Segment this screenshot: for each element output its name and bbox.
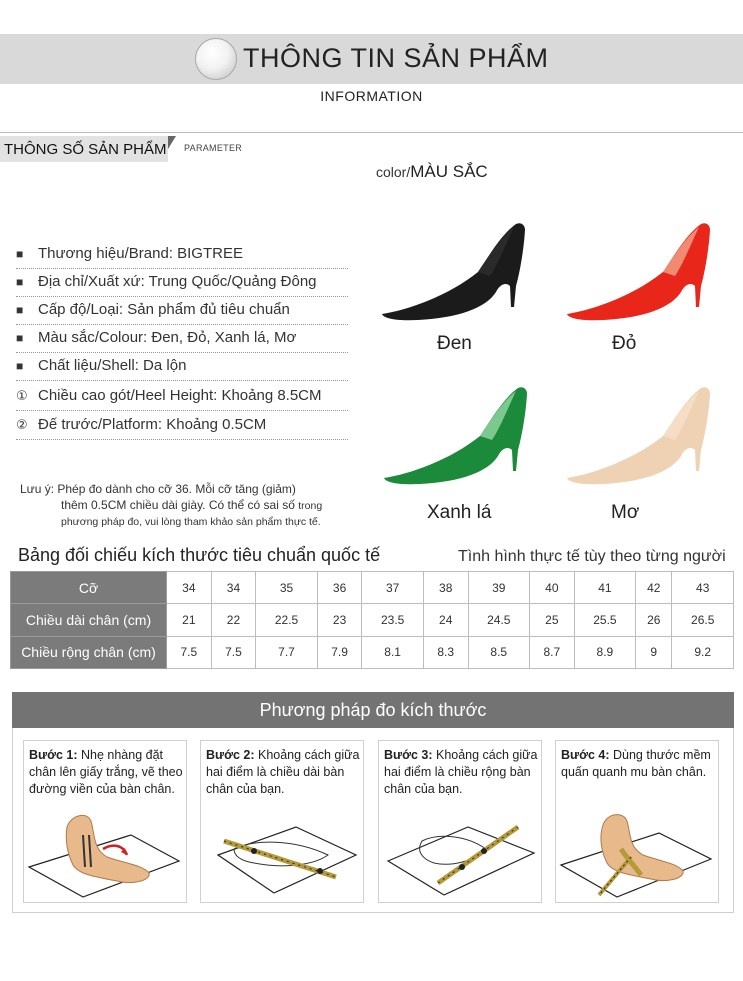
size-cell: 8.3 <box>423 636 468 668</box>
size-cell: 24 <box>423 604 468 636</box>
circled-two-icon: ② <box>16 417 28 432</box>
spec-text: Màu sắc/Colour: Đen, Đỏ, Xanh lá, Mơ <box>38 329 297 346</box>
shoe-image-den <box>378 214 528 329</box>
foot-width-illustration <box>382 805 538 899</box>
shoe-image-xanh-la <box>380 378 530 493</box>
size-cell: 7.9 <box>317 636 362 668</box>
spec-item <box>16 241 348 269</box>
circled-one-icon: ① <box>16 388 28 403</box>
shoe-heel <box>510 286 516 307</box>
size-cell: 26.5 <box>672 604 734 636</box>
step-text <box>206 747 362 798</box>
size-cell: 25 <box>530 604 575 636</box>
page-subtitle: INFORMATION <box>320 88 423 104</box>
spec-item <box>16 412 348 440</box>
size-cell: 9.2 <box>672 636 734 668</box>
size-cell: 25.5 <box>574 604 635 636</box>
spec-item <box>16 325 348 353</box>
spec-text: Chất liệu/Shell: Da lộn <box>38 357 187 374</box>
spec-text: Cấp độ/Loại: Sản phẩm đủ tiêu chuẩn <box>38 301 290 318</box>
page-title: THÔNG TIN SẢN PHẨM <box>243 43 549 73</box>
row-header: Cỡ <box>11 572 167 604</box>
spec-text: Địa chỉ/Xuất xứ: Trung Quốc/Quảng Đông <box>38 273 317 290</box>
size-cell: 21 <box>167 604 212 636</box>
header-circle-icon <box>195 38 237 80</box>
bullet-square-icon: ■ <box>16 275 24 289</box>
bullet-square-icon: ■ <box>16 247 24 261</box>
param-title: THÔNG SỐ SẢN PHẨM <box>4 141 167 158</box>
size-cell: 43 <box>672 572 734 604</box>
note-line-2a: thêm 0.5CM chiều dài giày. Có thể có sai số <box>61 498 299 512</box>
size-table-title: Bảng đối chiếu kích thước tiêu chuẩn quốc tế <box>18 545 381 565</box>
spec-text: Đế trước/Platform: Khoảng 0.5CM <box>38 416 267 433</box>
color-heading-prefix: color/ <box>376 164 411 180</box>
size-cell: 23.5 <box>362 604 423 636</box>
size-cell: 38 <box>423 572 468 604</box>
note-line-2b: trong <box>298 500 323 512</box>
spec-text: Chiều cao gót/Heel Height: Khoảng 8.5CM <box>38 387 322 404</box>
step-desc: Khoảng cách giữa hai điểm là chiều dài bàn chân của bạn. <box>206 748 360 796</box>
size-cell: 26 <box>636 604 672 636</box>
color-heading <box>376 162 488 182</box>
shoe-label: Đen <box>437 333 472 354</box>
spec-item <box>16 383 348 411</box>
shoe-label: Xanh lá <box>427 502 492 523</box>
row-header: Chiều dài chân (cm) <box>11 604 167 636</box>
note-line-3: phương pháp đo, vui lòng tham khảo sản phẩm thực tế. <box>61 516 321 528</box>
method-step-4 <box>555 740 719 903</box>
size-cell: 8.9 <box>574 636 635 668</box>
method-step-1 <box>23 740 187 903</box>
size-cell: 7.5 <box>167 636 212 668</box>
method-step-3 <box>378 740 542 903</box>
step-desc: Dùng thước mềm quấn quanh mu bàn chân. <box>561 748 711 779</box>
shoe-image-mo <box>563 378 713 493</box>
spec-item <box>16 297 348 325</box>
bullet-square-icon: ■ <box>16 359 24 373</box>
shoe-heel <box>695 450 701 471</box>
spec-text: Thương hiệu/Brand: BIGTREE <box>38 245 243 262</box>
note-line-2 <box>20 497 370 514</box>
shoe-heel <box>695 286 701 307</box>
size-table-row <box>11 604 734 636</box>
size-cell: 7.5 <box>211 636 256 668</box>
size-table-row <box>11 636 734 668</box>
step-text <box>29 747 185 798</box>
size-cell: 7.7 <box>256 636 317 668</box>
bullet-square-icon: ■ <box>16 331 24 345</box>
step-label: Bước 2: <box>206 748 255 762</box>
size-table-row <box>11 572 734 604</box>
color-heading-main: MÀU SẮC <box>410 162 488 181</box>
size-cell: 9 <box>636 636 672 668</box>
measurement-note <box>20 481 370 530</box>
step-label: Bước 4: <box>561 748 610 762</box>
step-desc: Khoảng cách giữa hai điểm là chiều rộng bàn chân của bạn. <box>384 748 538 796</box>
tab-notch-icon <box>168 136 176 149</box>
size-cell: 39 <box>468 572 529 604</box>
size-cell: 22 <box>211 604 256 636</box>
size-cell: 42 <box>636 572 672 604</box>
size-cell: 34 <box>211 572 256 604</box>
size-cell: 36 <box>317 572 362 604</box>
size-table-note: Tình hình thực tế tùy theo từng người <box>458 548 726 565</box>
param-subtitle: PARAMETER <box>184 143 243 153</box>
size-cell: 8.7 <box>530 636 575 668</box>
step-desc: Nhẹ nhàng đặt chân lên giấy trắng, vẽ theo đường viền của bàn chân. <box>29 748 183 796</box>
size-cell: 35 <box>256 572 317 604</box>
size-cell: 34 <box>167 572 212 604</box>
size-table <box>10 571 734 669</box>
shoe-label: Mơ <box>611 502 640 523</box>
spec-item <box>16 269 348 297</box>
size-cell: 8.5 <box>468 636 529 668</box>
step-label: Bước 3: <box>384 748 433 762</box>
size-cell: 23 <box>317 604 362 636</box>
shoe-heel <box>512 450 518 471</box>
bullet-square-icon: ■ <box>16 303 24 317</box>
size-cell: 40 <box>530 572 575 604</box>
shoe-image-do <box>563 214 713 329</box>
foot-length-illustration <box>204 805 360 899</box>
step-label: Bước 1: <box>29 748 78 762</box>
method-title: Phương pháp đo kích thước <box>259 700 487 720</box>
size-cell: 22.5 <box>256 604 317 636</box>
step-text <box>384 747 540 798</box>
method-step-2 <box>200 740 364 903</box>
foot-outline-illustration <box>27 805 183 899</box>
spec-item <box>16 353 348 381</box>
size-cell: 8.1 <box>362 636 423 668</box>
size-cell: 41 <box>574 572 635 604</box>
instep-tape-illustration <box>559 805 715 899</box>
row-header: Chiều rộng chân (cm) <box>11 636 167 668</box>
step-text <box>561 747 717 781</box>
note-line-1: Lưu ý: Phép đo dành cho cỡ 36. Mỗi cỡ tăng (giảm) <box>20 482 296 496</box>
shoe-label: Đỏ <box>612 333 637 354</box>
section-divider <box>0 132 743 133</box>
size-cell: 24.5 <box>468 604 529 636</box>
size-cell: 37 <box>362 572 423 604</box>
